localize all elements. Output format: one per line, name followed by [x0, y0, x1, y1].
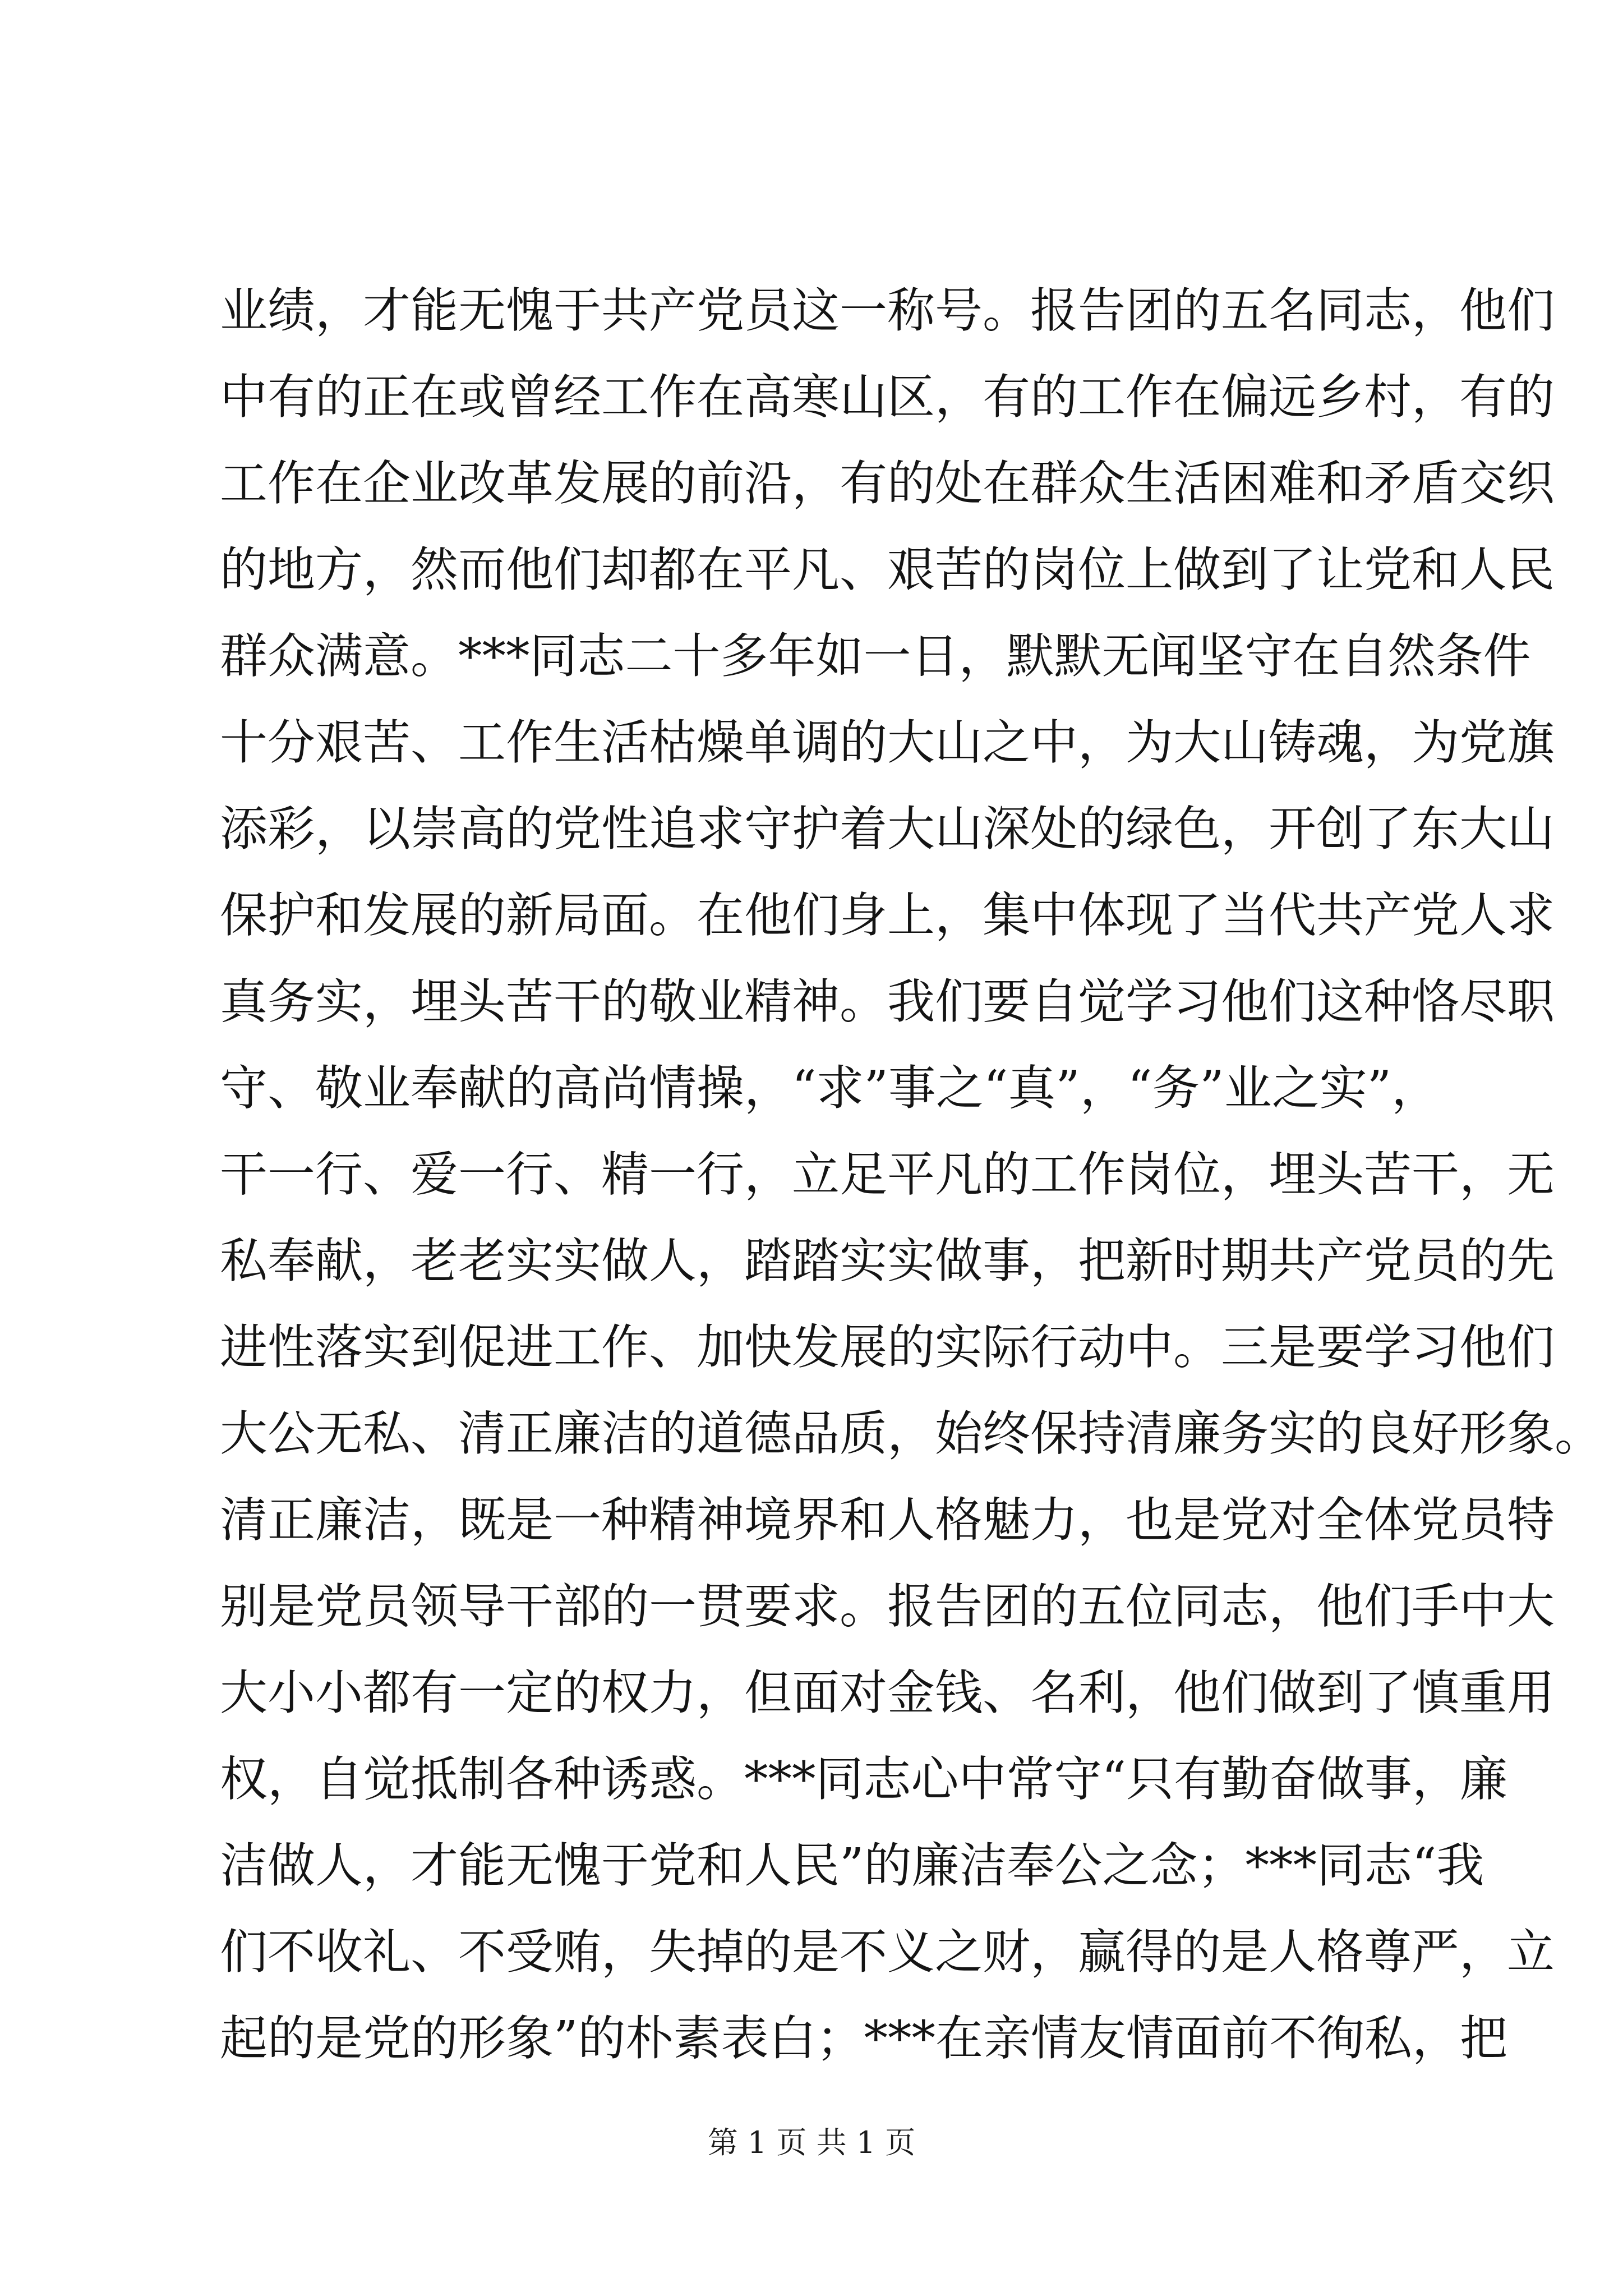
text-line: 业绩，才能无愧于共产党员这一称号。报告团的五名同志，他们: [220, 283, 1555, 339]
text-line: 权，自觉抵制各种诱惑。***同志心中常守“只有勤奋做事，廉: [220, 1752, 1507, 1807]
text-line: 清正廉洁，既是一种精神境界和人格魅力，也是党对全体党员特: [220, 1493, 1555, 1548]
text-line: 真务实，埋头苦干的敬业精神。我们要自觉学习他们这种恪尽职: [220, 974, 1555, 1030]
text-line: 的地方，然而他们却都在平凡、艰苦的岗位上做到了让党和人民: [220, 542, 1555, 598]
text-line: 群众满意。***同志二十多年如一日，默默无闻坚守在自然条件: [220, 629, 1531, 684]
text-line: 大公无私、清正廉洁的道德品质，始终保持清廉务实的良好形象。: [220, 1406, 1603, 1462]
body-text: [220, 268, 1603, 2082]
page-number-footer: 第 1 页 共 1 页: [707, 2125, 916, 2160]
text-line: 添彩，以崇高的党性追求守护着大山深处的绿色，开创了东大山: [220, 802, 1555, 857]
text-line: 私奉献，老老实实做人，踏踏实实做事，把新时期共产党员的先: [220, 1234, 1555, 1289]
text-line: 工作在企业改革发展的前沿，有的处在群众生活困难和矛盾交织: [220, 456, 1555, 512]
text-line: 十分艰苦、工作生活枯燥单调的大山之中，为大山铸魂，为党旗: [220, 715, 1555, 771]
text-line: 洁做人，才能无愧于党和人民”的廉洁奉公之念；***同志“我: [220, 1838, 1484, 1894]
text-line: 起的是党的形象”的朴素表白；***在亲情友情面前不徇私，把: [220, 2011, 1507, 2067]
text-line: 大小小都有一定的权力，但面对金钱、名利，他们做到了慎重用: [220, 1665, 1555, 1721]
text-line: 守、敬业奉献的高尚情操，“求”事之“真”，“务”业之实”，: [220, 1061, 1440, 1116]
text-line: 进性落实到促进工作、加快发展的实际行动中。三是要学习他们: [220, 1320, 1555, 1375]
text-line: 别是党员领导干部的一贯要求。报告团的五位同志，他们手中大: [220, 1579, 1555, 1635]
text-line: 保护和发展的新局面。在他们身上，集中体现了当代共产党人求: [220, 888, 1555, 944]
text-line: 中有的正在或曾经工作在高寒山区，有的工作在偏远乡村，有的: [220, 370, 1555, 425]
text-line: 干一行、爱一行、精一行，立足平凡的工作岗位，埋头苦干，无: [220, 1147, 1555, 1203]
text-line: 们不收礼、不受贿，失掉的是不义之财，赢得的是人格尊严，立: [220, 1925, 1555, 1980]
